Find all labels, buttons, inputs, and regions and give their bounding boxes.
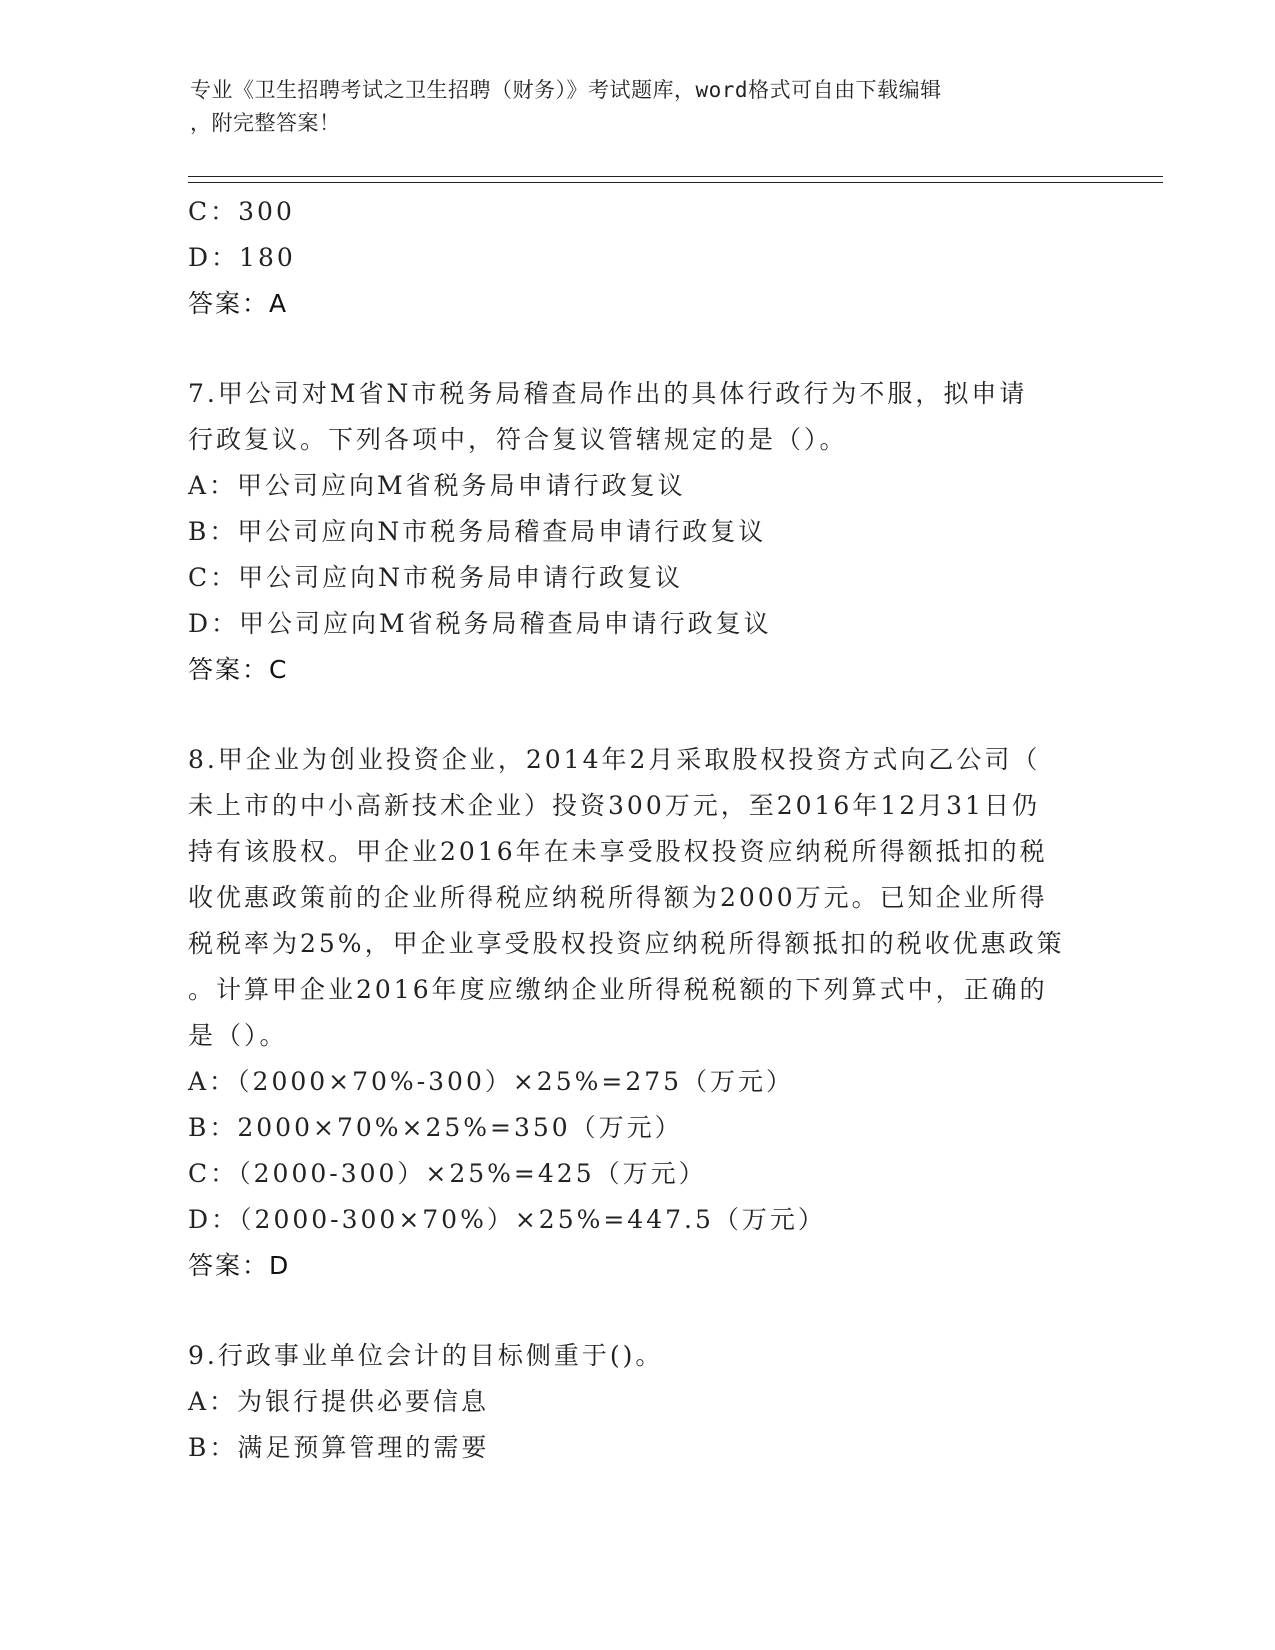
question-8 [188,737,1088,1289]
spacer [188,693,1088,737]
option-a: A：（2000×70%-300）×25%=275（万元） [188,1067,795,1096]
answer-line: 答案：A [188,289,289,318]
header-line-2: ，附完整答案！ [190,111,341,135]
option-d: D：（2000-300×70%）×25%=447.5（万元） [188,1205,826,1234]
option-c: C：甲公司应向N市税务局申请行政复议 [188,563,684,592]
question-stem-line: 。计算甲企业2016年度应缴纳企业所得税税额的下列算式中，正确的 [188,975,1048,1004]
question-9 [188,1333,1088,1471]
option-d: D：180 [188,243,296,272]
option-d: D：甲公司应向M省税务局稽查局申请行政复议 [188,609,772,638]
option-c: C：（2000-300）×25%=425（万元） [188,1159,707,1188]
header-divider [188,176,1163,183]
question-stem-line: 9.行政事业单位会计的目标侧重于()。 [188,1341,664,1370]
spacer [188,1289,1088,1333]
question-stem-line: 收优惠政策前的企业所得税应纳税所得额为2000万元。已知企业所得 [188,883,1048,912]
question-stem-line: 7.甲公司对M省N市税务局稽查局作出的具体行政行为不服，拟申请 [188,379,1028,408]
question-stem-line: 是（）。 [188,1021,288,1050]
question-stem-line: 8.甲企业为创业投资企业，2014年2月采取股权投资方式向乙公司（ [188,745,1041,774]
option-b: B：2000×70%×25%=350（万元） [188,1113,683,1142]
previous-question-tail [188,189,1088,327]
question-stem-line: 持有该股权。甲企业2016年在未享受股权投资应纳税所得额抵扣的税 [188,837,1048,866]
option-c: C：300 [188,197,295,226]
option-b: B：满足预算管理的需要 [188,1433,490,1462]
answer-line: 答案：D [188,1251,291,1280]
option-b: B：甲公司应向N市税务局稽查局申请行政复议 [188,517,767,546]
spacer [188,327,1088,371]
question-stem-line: 税税率为25%，甲企业享受股权投资应纳税所得额抵扣的税收优惠政策 [188,929,1065,958]
question-stem-line: 未上市的中小高新技术企业）投资300万元，至2016年12月31日仍 [188,791,1040,820]
question-stem-line: 行政复议。下列各项中，符合复议管辖规定的是（）。 [188,425,848,454]
option-a: A：甲公司应向M省税务局申请行政复议 [188,471,686,500]
header-line-1: 专业《卫生招聘考试之卫生招聘（财务）》考试题库，word格式可自由下载编辑 [190,78,942,102]
option-a: A：为银行提供必要信息 [188,1387,490,1416]
question-content [188,189,1088,1471]
answer-line: 答案：C [188,655,289,684]
page-header [190,74,1080,140]
question-7 [188,371,1088,693]
